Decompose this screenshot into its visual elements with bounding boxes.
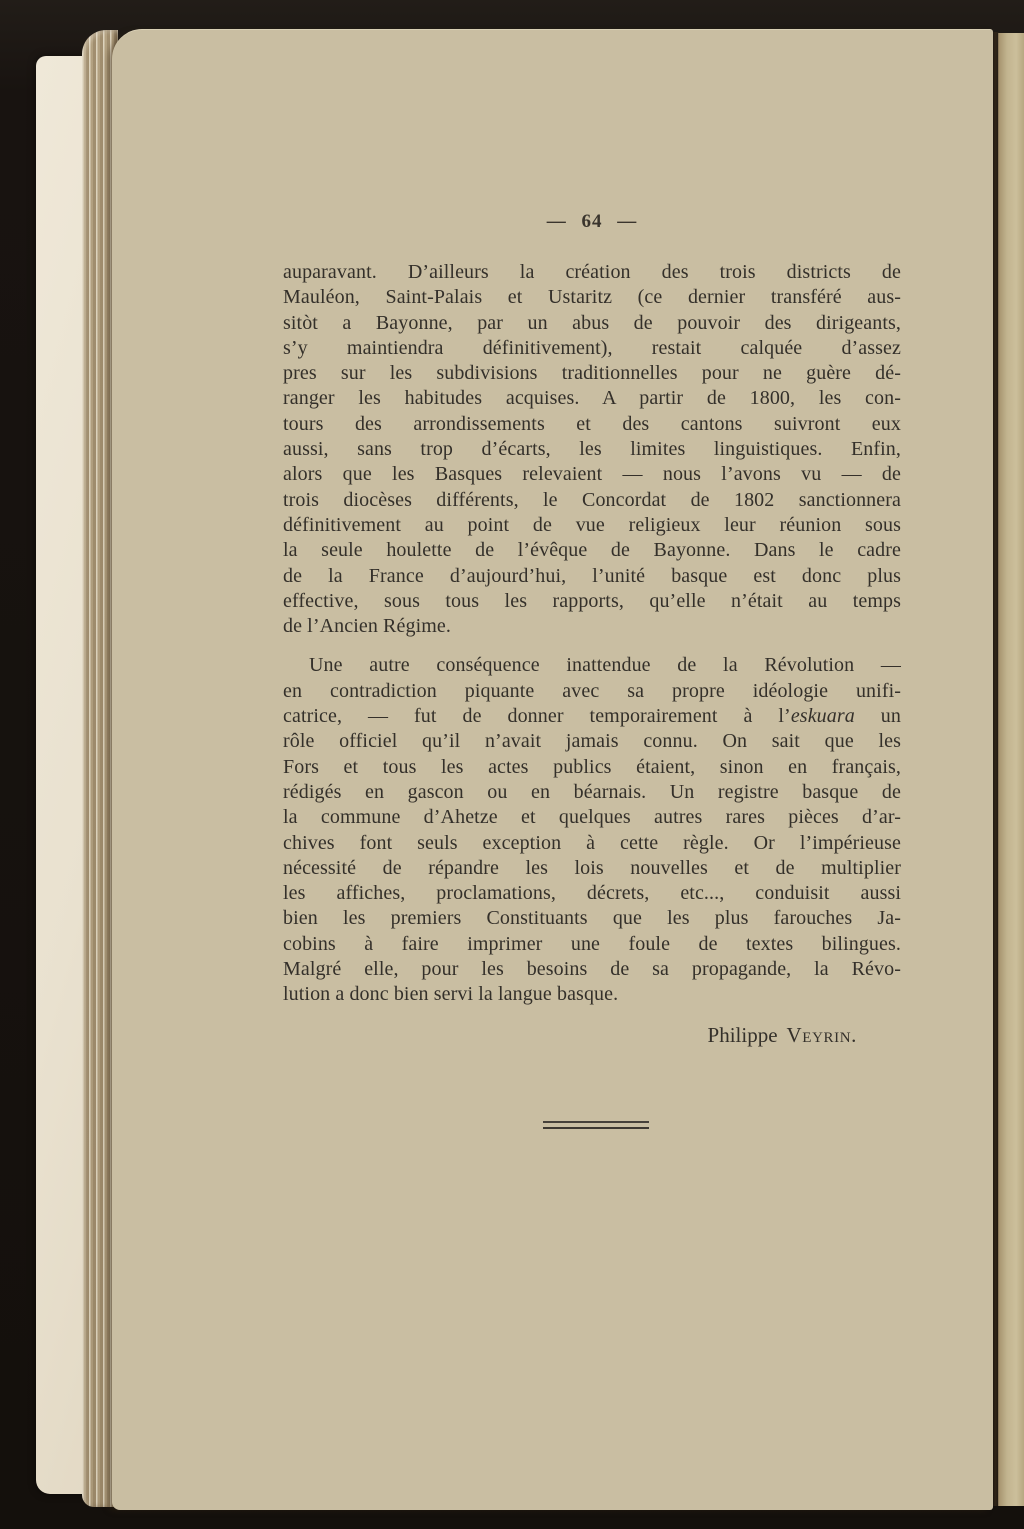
adjacent-page-sliver: [998, 33, 1024, 1506]
text-line: Mauléon, Saint-Palais et Ustaritz (ce dernier transféré aus-: [283, 286, 901, 309]
text-line: rédigés en gascon ou en béarnais. Un registre basque de: [283, 780, 901, 803]
text-line: auparavant. D’ailleurs la création des trois districts de: [283, 261, 901, 283]
text-line: définitivement au point de vue religieux leur réunion sous: [283, 513, 901, 536]
text-line: cobins à faire imprimer une foule de textes bilingues.: [283, 932, 901, 955]
text-line: chives font seuls exception à cette règle. Or l’impérieuse: [283, 831, 901, 854]
text-line: de l’Ancien Régime.: [283, 615, 451, 638]
text-line: tours des arrondissements et des cantons suivront eux: [283, 412, 901, 435]
italic-term: eskuara: [790, 705, 855, 728]
book-page: [112, 29, 993, 1510]
text-line: lution a donc bien servi la langue basque.: [283, 983, 619, 1006]
text-line: s’y maintiendra définitivement), restait calquée d’assez: [283, 336, 901, 359]
text-line: pres sur les subdivisions traditionnelles pour ne guère dé-: [283, 362, 901, 385]
text-line: sitòt a Bayonne, par un abus de pouvoir des dirigeants,: [283, 311, 901, 334]
end-rule-divider: [543, 1121, 649, 1129]
text-line: en contradiction piquante avec sa propre idéologie unifi-: [283, 679, 901, 702]
text-line: nécessité de répandre les lois nouvelles et de multiplier: [283, 856, 901, 879]
text-line: trois diocèses différents, le Concordat de 1802 sanctionnera: [283, 488, 901, 511]
text-line: effective, sous tous les rapports, qu’elle n’était au temps: [283, 589, 901, 612]
paragraph-1: [283, 260, 901, 639]
text-line: alors que les Basques relevaient — nous l’avons vu — de: [283, 463, 901, 486]
text-line: la seule houlette de l’évêque de Bayonne. Dans le cadre: [283, 539, 901, 562]
text-line: bien les premiers Constituants que les plus farouches Ja-: [283, 907, 901, 930]
text-line: aussi, sans trop d’écarts, les limites linguistiques. Enfin,: [283, 438, 901, 461]
text-line: de la France d’aujourd’hui, l’unité basque est donc plus: [283, 564, 901, 587]
page-number: — 64 —: [546, 211, 638, 232]
author-family-name: Veyrin.: [786, 1023, 857, 1047]
text-line: Malgré elle, pour les besoins de sa propagande, la Révo-: [283, 958, 901, 981]
paragraph-2: [283, 653, 901, 1007]
author-signature: [283, 1023, 857, 1048]
author-given-name: Philippe: [707, 1023, 778, 1047]
text-line: rôle officiel qu’il n’avait jamais connu. On sait que les: [283, 730, 901, 753]
text-line: catrice, — fut de donner temporairement à l’eskuara un: [283, 705, 901, 728]
text-line: les affiches, proclamations, décrets, etc..., conduisit aussi: [283, 882, 901, 905]
text-line: la commune d’Ahetze et quelques autres rares pièces d’ar-: [283, 806, 901, 829]
text-line: Fors et tous les actes publics étaient, sinon en français,: [283, 755, 901, 778]
text-line: Une autre conséquence inattendue de la Révolution —: [309, 654, 901, 677]
text-line: ranger les habitudes acquises. A partir de 1800, les con-: [283, 387, 901, 410]
text-block: [283, 260, 901, 1008]
